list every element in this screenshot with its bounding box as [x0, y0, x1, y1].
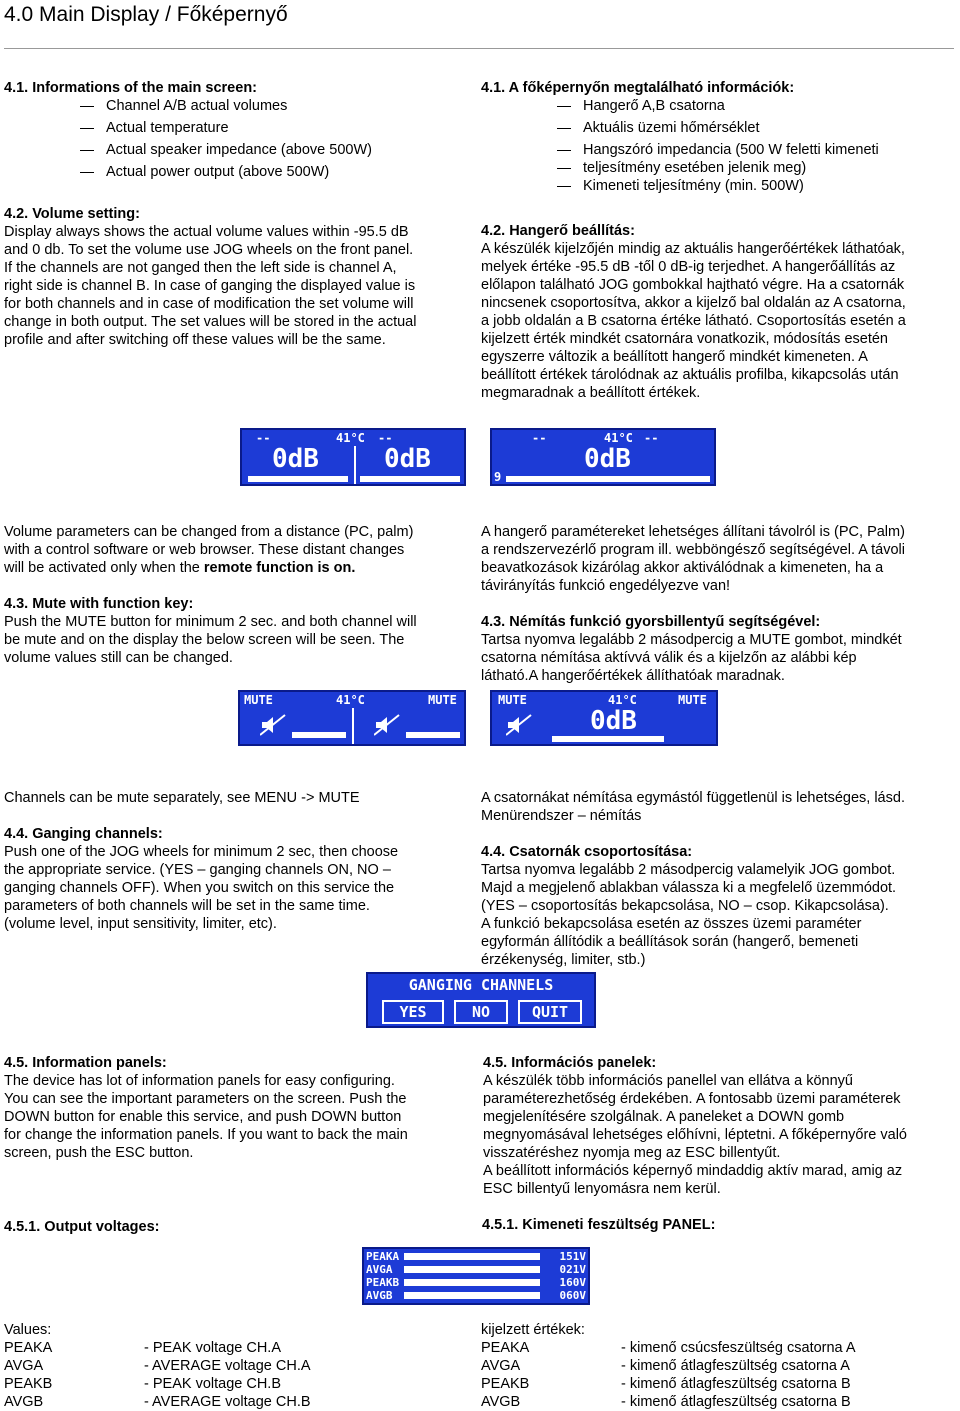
table-row	[481, 1393, 856, 1411]
hu-s44-heading: 4.4. Csatornák csoportosítása:	[481, 844, 693, 860]
text-line: egyformán állítódik a beállítások során (hangerő, bemeneti	[481, 934, 859, 950]
text-line: The device has lot of information panels for easy configuring.	[4, 1073, 395, 1089]
en-section-4-5	[4, 1054, 466, 1162]
text-line: egyszerre változik a beállított hangerő mindkét kimeneten. A	[481, 349, 868, 365]
lcd-volume-bar-a	[292, 732, 346, 738]
lcd-dash-a: --	[532, 431, 547, 445]
text-line: beavatkozások kizárólag akkor aktiválódnak a kimeneten, ha a	[481, 560, 884, 576]
hu-section-4-4	[481, 789, 956, 969]
text-line: (volume level, input sensitivity, limiter, etc).	[4, 916, 277, 932]
speaker-muted-icon	[374, 714, 400, 736]
lcd-channel-divider	[354, 446, 356, 484]
value-desc: - kimenő átlagfeszültség csatorna B	[621, 1394, 851, 1410]
en-s43-heading: 4.3. Mute with function key:	[4, 596, 194, 612]
value-desc: - PEAK voltage CH.B	[144, 1376, 281, 1392]
text-line: a jobb oldalán a B csatorna értéke látható. Csoportosítás esetén a	[481, 313, 906, 329]
text-line: csatorna némítása aktívvá válik és a kijelzőn az alábbi kép	[481, 650, 857, 666]
value-key: AVGA	[481, 1358, 521, 1374]
table-row	[481, 1375, 856, 1393]
list-item: Aktuális üzemi hőmérséklet	[481, 119, 956, 137]
text-line: for change the information panels. If you want to back the main	[4, 1127, 408, 1143]
lcd-volume-bar	[552, 736, 664, 742]
lcd-volume-bar	[506, 476, 710, 482]
text-line: beállított értékek tárolódnak az aktuális profilba, kikapcsolás után	[481, 367, 899, 383]
en-s41-list	[4, 97, 466, 181]
lcd-mute-label-b: MUTE	[428, 693, 457, 707]
text-line: előlapon található JOG gombokkal hajtható végre. Ha a csatornák	[481, 277, 905, 293]
text-line: látható.A hangerőértékek állíthatóak maradnak.	[481, 668, 785, 684]
speaker-muted-icon	[260, 714, 286, 736]
en-section-4-4	[4, 789, 466, 933]
text-line: Majd a megjelenő ablakban válassza ki a megfelelő üzemmódot.	[481, 880, 897, 896]
text-line: A beállított információs képernyő mindaddig aktív marad, amig az	[483, 1163, 903, 1179]
voltage-row-label: PEAKA	[366, 1250, 400, 1263]
list-item: Actual temperature	[4, 119, 466, 137]
en-section-4-2	[4, 205, 466, 349]
lcd-main-two-channel	[240, 428, 466, 486]
text-line: You can see the important parameters on the screen. Push the	[4, 1091, 407, 1107]
text-line: Push one of the JOG wheels for minimum 2 sec, then choose	[4, 844, 399, 860]
value-key: PEAKB	[4, 1376, 53, 1392]
value-key: PEAKB	[481, 1376, 530, 1392]
lcd-volume-bar-b	[406, 732, 460, 738]
table-row	[4, 1339, 311, 1357]
hu-s41-list	[481, 97, 956, 195]
text-line: will be activated only when the	[4, 560, 200, 576]
text-line: screen, push the ESC button.	[4, 1145, 194, 1161]
en-s42-heading: 4.2. Volume setting:	[4, 206, 140, 222]
list-item: Hangszóró impedancia (500 W feletti kimeneti	[481, 141, 956, 159]
lcd-dash-b: --	[644, 431, 659, 445]
list-item: Kimeneti teljesítmény (min. 500W)	[481, 177, 956, 195]
voltage-row-value: 160V	[559, 1276, 586, 1289]
text-line: Tartsa nyomva legalább 2 másodpercig a MUTE gombot, mindkét	[481, 632, 902, 648]
table-row	[4, 1393, 311, 1411]
table-row	[481, 1339, 856, 1357]
yes-button[interactable]: YES	[382, 1000, 444, 1024]
value-desc: - kimenő átlagfeszültség csatorna B	[621, 1376, 851, 1392]
text-line: megjelenítésére szolgálnak. A paneleket a DOWN gomb	[483, 1109, 845, 1125]
hu-s43-heading: 4.3. Némítás funkció gyorsbillentyű segítségével:	[481, 614, 821, 630]
table-row	[4, 1375, 311, 1393]
lcd-main-ganged	[490, 428, 716, 486]
lcd-volume-bar-b	[360, 476, 460, 482]
title-divider	[4, 48, 954, 49]
lcd-mute-label-a: MUTE	[244, 693, 273, 707]
text-line: right side is channel B. In case of ganging the displayed value is	[4, 278, 416, 294]
lcd-volume-ganged: 0dB	[584, 444, 631, 474]
value-key: AVGB	[4, 1394, 44, 1410]
lcd-channel-divider	[352, 708, 354, 744]
hu-section-4-1	[481, 79, 956, 195]
value-key: PEAKA	[481, 1340, 530, 1356]
voltage-row-label: AVGB	[366, 1289, 393, 1302]
en-s44-heading: 4.4. Ganging channels:	[4, 826, 163, 842]
text-line: visszatéréshez nyomja meg az ESC billentyűt.	[483, 1145, 781, 1161]
hu-remote-section	[481, 523, 956, 685]
text-line: nincsenek csoportosítva, akkor a kijelző bal oldalán az A csatorna,	[481, 295, 906, 311]
list-item: Actual power output (above 500W)	[4, 163, 466, 181]
text-line: távirányítás funkció engedélyezve van!	[481, 578, 731, 594]
text-line: A készülék több információs panellel van ellátva a könnyű	[483, 1073, 853, 1089]
text-line: megnyomásával lehetséges előhívni, léptetni. A főképernyőre való	[483, 1127, 907, 1143]
value-key: AVGB	[481, 1394, 521, 1410]
hu-s41-heading: 4.1. A főképernyőn megtalálható információk:	[481, 80, 795, 96]
en-values-table	[4, 1339, 311, 1411]
hu-s42-heading: 4.2. Hangerő beállítás:	[481, 223, 635, 239]
lcd-mute-ganged	[490, 690, 718, 746]
text-line: A hangerő paramétereket lehetséges állítani távolról is (PC, Palm)	[481, 524, 905, 540]
text-line: Push the MUTE button for minimum 2 sec. and both channel will	[4, 614, 417, 630]
lcd-mute-label-a: MUTE	[498, 693, 527, 707]
list-continuation-text: teljesítmény esetében jelenik meg)	[583, 160, 807, 176]
text-emphasis: remote function is on.	[203, 560, 356, 576]
text-line: Menürendszer – némítás	[481, 808, 642, 824]
text-line: with a control software or web browser. These distant changes	[4, 542, 405, 558]
lcd-volume-b: 0dB	[384, 444, 431, 474]
value-desc: - AVERAGE voltage CH.B	[144, 1394, 311, 1410]
text-line: A csatornákat némítása egymástól függetlenül is lehetséges, lásd.	[481, 790, 905, 806]
value-desc: - kimenő átlagfeszültség csatorna A	[621, 1358, 850, 1374]
en-s45-heading: 4.5. Information panels:	[4, 1055, 167, 1071]
lcd-dash-a: --	[256, 431, 271, 445]
voltage-row-value: 021V	[559, 1263, 586, 1276]
text-line: érzékenység, limiter, stb.)	[481, 952, 646, 968]
list-item: Hangerő A,B csatorna	[481, 97, 956, 115]
text-line: ganging channels OFF). When you switch on this service the	[4, 880, 395, 896]
text-line: Tartsa nyomva legalább 2 másodpercig valamelyik JOG gombot.	[481, 862, 896, 878]
lcd-mute-label-b: MUTE	[678, 693, 707, 707]
lcd-volume-bar-a	[248, 476, 348, 482]
lcd-temperature: 41°C	[336, 693, 365, 707]
text-line: the appropriate service. (YES – ganging channels ON, NO –	[4, 862, 391, 878]
text-line: volume values still can be changed.	[4, 650, 233, 666]
hu-section-4-2	[481, 222, 956, 402]
lcd-indicator: 9	[494, 470, 502, 484]
text-line: for both channels and in case of modification the set volume will	[4, 296, 414, 312]
hu-s451-heading: 4.5.1. Kimeneti feszültség PANEL:	[482, 1217, 716, 1233]
voltage-row-value: 060V	[559, 1289, 586, 1302]
ganging-panel-title: GANGING CHANNELS	[408, 976, 554, 994]
list-item-continuation	[481, 159, 956, 177]
lcd-mute-two-channel	[238, 690, 466, 746]
voltage-bar	[404, 1266, 540, 1273]
voltage-row	[366, 1250, 586, 1263]
value-desc: - AVERAGE voltage CH.A	[144, 1358, 311, 1374]
lcd-temperature: 41°C	[604, 431, 633, 445]
text-line: A funkció bekapcsolása esetén az összes üzemi paraméter	[481, 916, 862, 932]
voltage-row-label: PEAKB	[366, 1276, 400, 1289]
no-button[interactable]: NO	[454, 1000, 508, 1024]
voltage-row	[366, 1289, 586, 1302]
value-key: PEAKA	[4, 1340, 53, 1356]
text-line: and 0 db. To set the volume use JOG wheels on the front panel.	[4, 242, 414, 258]
speaker-muted-icon	[506, 714, 532, 736]
text-line: Volume parameters can be changed from a distance (PC, palm)	[4, 524, 414, 540]
voltage-row	[366, 1276, 586, 1289]
text-line: change in both output. The set values will be stored in the actual	[4, 314, 417, 330]
text-line: A készülék kijelzőjén mindig az aktuális hangerőértékek láthatóak,	[481, 241, 905, 257]
lcd-volume-a: 0dB	[272, 444, 319, 474]
en-values-label: Values:	[4, 1322, 52, 1338]
text-line: melyek értéke -95.5 dB -től 0 dB-ig terjedhet. A hangerőállítás az	[481, 259, 896, 275]
page-title: 4.0 Main Display / Főképernyő	[4, 3, 288, 26]
hu-values-label: kijelzett értékek:	[481, 1322, 585, 1338]
text-line: DOWN button for enable this service, and push DOWN button	[4, 1109, 402, 1125]
text-line: (YES – csoportosítás bekapcsolása, NO – csop. Kikapcsolása).	[481, 898, 889, 914]
value-key: AVGA	[4, 1358, 44, 1374]
text-line: Channels can be mute separately, see MENU -> MUTE	[4, 790, 360, 806]
hu-s45-heading: 4.5. Információs panelek:	[483, 1055, 657, 1071]
ganging-channels-panel	[366, 972, 596, 1028]
hu-values-table	[481, 1339, 856, 1411]
lcd-temperature: 41°C	[608, 693, 637, 707]
text-line: profile and after switching off these values will be the same.	[4, 332, 386, 348]
voltage-row-label: AVGA	[366, 1263, 393, 1276]
en-s41-heading: 4.1. Informations of the main screen:	[4, 80, 257, 96]
lcd-temperature: 41°C	[336, 431, 365, 445]
table-row	[4, 1357, 311, 1375]
voltage-bar	[404, 1253, 540, 1260]
text-line: kijelzett érték mindkét csatornára vonatkozik, módosítás esetén	[481, 331, 888, 347]
en-s451-heading: 4.5.1. Output voltages:	[4, 1219, 160, 1235]
text-line: paraméterezhetőség érdekében. A fontosabb üzemi paraméterek	[483, 1091, 901, 1107]
lcd-dash-b: --	[378, 431, 393, 445]
text-line: ESC billentyű lenyomásra nem kerül.	[483, 1181, 721, 1197]
text-line: megmaradnak a beállított értékek.	[481, 385, 701, 401]
quit-button[interactable]: QUIT	[518, 1000, 582, 1024]
list-item: Actual speaker impedance (above 500W)	[4, 141, 466, 159]
list-item: Channel A/B actual volumes	[4, 97, 466, 115]
table-row	[481, 1357, 856, 1375]
voltage-bar	[404, 1292, 540, 1299]
text-line: parameters of both channels will be set in the same time.	[4, 898, 370, 914]
text-line: be mute and on the display the below screen will be seen. The	[4, 632, 405, 648]
voltage-row-value: 151V	[559, 1250, 586, 1263]
voltage-bar	[404, 1279, 540, 1286]
text-line: a rendszervezérlő program ill. webböngésző segítségével. A távoli	[481, 542, 905, 558]
voltage-row	[366, 1263, 586, 1276]
text-line: Display always shows the actual volume values within -95.5 dB	[4, 224, 409, 240]
value-desc: - PEAK voltage CH.A	[144, 1340, 281, 1356]
hu-section-4-5	[483, 1054, 956, 1198]
output-voltage-panel	[362, 1247, 590, 1305]
text-line: If the channels are not ganged then the left side is channel A,	[4, 260, 397, 276]
en-remote-section	[4, 523, 466, 667]
en-section-4-1	[4, 79, 466, 181]
value-desc: - kimenő csúcsfeszültség csatorna A	[621, 1340, 856, 1356]
lcd-volume-ganged: 0dB	[590, 706, 637, 736]
